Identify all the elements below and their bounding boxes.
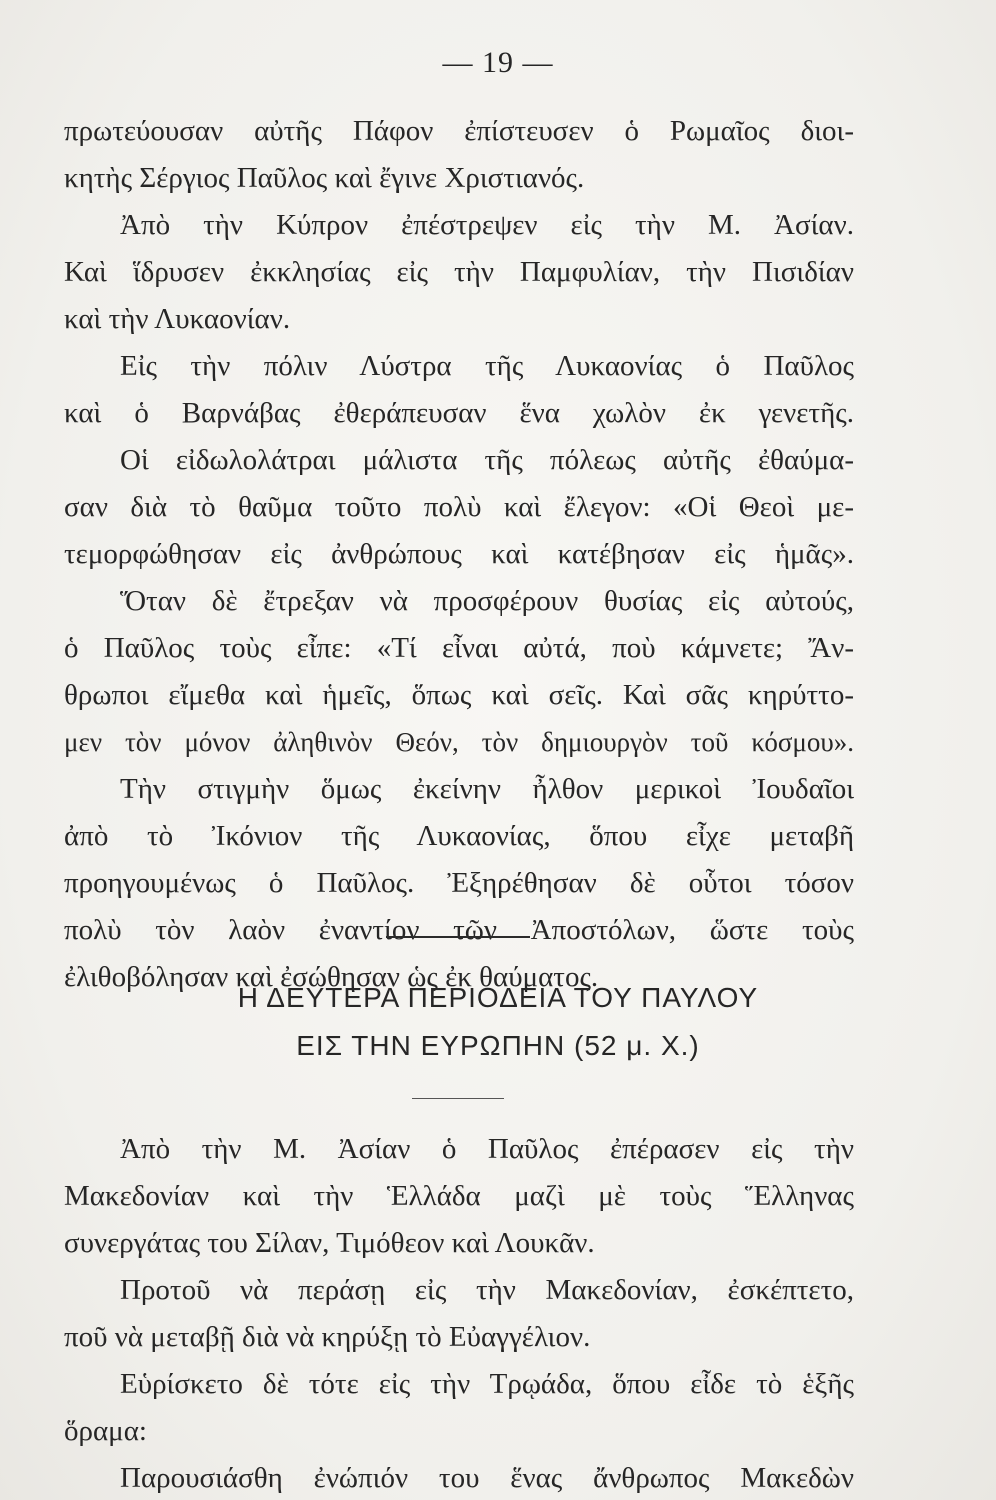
- text-line: ὅραμα:: [64, 1415, 147, 1447]
- text-block-2: [64, 1130, 854, 1494]
- text-line: καὶ τὴν Λυκαονίαν.: [64, 303, 291, 335]
- text-line: Μακεδονίαν καὶ τὴν Ἑλλάδα μαζὶ μὲ τοὺς Ἕλληνας: [64, 1180, 854, 1212]
- text-line: ἀπὸ τὸ Ἰκόνιον τῆς Λυκαονίας, ὅπου εἶχε μεταβῆ: [64, 820, 854, 852]
- text-line: σαν διὰ τὸ θαῦμα τοῦτο πολὺ καὶ ἔλεγον: «Οἱ Θεοὶ με-: [64, 491, 854, 523]
- text-line: μεν τὸν μόνον ἀληθινὸν Θεόν, τὸν δημιουργὸν τοῦ κόσμου».: [64, 727, 854, 757]
- text-line: Ἀπὸ τὴν Κύπρον ἐπέστρεψεν εἰς τὴν Μ. Ἀσίαν.: [120, 209, 854, 241]
- section-heading-line-1: Η ΔΕΥΤΕΡΑ ΠΕΡΙΟΔΕΙΑ ΤΟΥ ΠΑΥΛΟΥ: [237, 982, 759, 1013]
- text-line: Τὴν στιγμὴν ὅμως ἐκείνην ἦλθον μερικοὶ Ἰουδαῖοι: [120, 773, 854, 805]
- text-line: Προτοῦ νὰ περάσῃ εἰς τὴν Μακεδονίαν, ἐσκέπτετο,: [120, 1274, 854, 1306]
- text-block-1: [64, 112, 854, 993]
- text-line: Καὶ ἵδρυσεν ἐκκλησίας εἰς τὴν Παμφυλίαν, τὴν Πισιδίαν: [64, 256, 854, 288]
- page-number: — 19 —: [442, 46, 554, 79]
- text-line: τεμορφώθησαν εἰς ἀνθρώπους καὶ κατέβησαν εἰς ἡμᾶς».: [64, 538, 854, 570]
- heading-underline: [412, 1098, 504, 1099]
- text-line: θρωποι εἴμεθα καὶ ἡμεῖς, ὅπως καὶ σεῖς. Καὶ σᾶς κηρύττο-: [64, 679, 854, 711]
- text-line: Εἰς τὴν πόλιν Λύστρα τῆς Λυκαονίας ὁ Παῦλος: [120, 350, 854, 382]
- text-line: πολὺ τὸν λαὸν ἐναντίον τῶν Ἀποστόλων, ὥστε τοὺς: [64, 914, 854, 946]
- section-divider: [386, 936, 530, 938]
- text-line: καὶ ὁ Βαρνάβας ἐθεράπευσαν ἕνα χωλὸν ἐκ γενετῆς.: [64, 397, 854, 429]
- text-line: συνεργάτας του Σίλαν, Τιμόθεον καὶ Λουκᾶν.: [64, 1227, 595, 1259]
- text-line: κητὴς Σέργιος Παῦλος καὶ ἔγινε Χριστιανός.: [64, 162, 585, 194]
- text-line: Ἀπὸ τὴν Μ. Ἀσίαν ὁ Παῦλος ἐπέρασεν εἰς τὴν: [120, 1133, 854, 1165]
- text-line: ὁ Παῦλος τοὺς εἶπε: «Τί εἶναι αὐτά, ποὺ κάμνετε; Ἄν-: [64, 632, 854, 664]
- text-line: προηγουμένως ὁ Παῦλος. Ἐξηρέθησαν δὲ οὗτοι τόσον: [64, 867, 854, 899]
- text-line: Οἱ εἰδωλολάτραι μάλιστα τῆς πόλεως αὐτῆς ἐθαύμα-: [120, 444, 854, 476]
- text-line: Ὅταν δὲ ἔτρεξαν νὰ προσφέρουν θυσίας εἰς αὐτούς,: [120, 585, 854, 617]
- text-line: ποῦ νὰ μεταβῇ διὰ νὰ κηρύξῃ τὸ Εὐαγγέλιον.: [64, 1321, 591, 1353]
- section-heading-line-2: ΕΙΣ ΤΗΝ ΕΥΡΩΠΗΝ (52 μ. Χ.): [296, 1030, 700, 1061]
- text-line: πρωτεύουσαν αὐτῆς Πάφον ἐπίστευσεν ὁ Ρωμαῖος διοι-: [64, 115, 854, 147]
- text-line: Παρουσιάσθη ἐνώπιόν του ἕνας ἄνθρωπος Μακεδὼν: [120, 1462, 854, 1494]
- text-line: ἐλιθοβόλησαν καὶ ἐσώθησαν ὡς ἐκ θαύματος.: [64, 961, 599, 993]
- text-line: Εὑρίσκετο δὲ τότε εἰς τὴν Τρῳάδα, ὅπου εἶδε τὸ ἑξῆς: [120, 1368, 854, 1400]
